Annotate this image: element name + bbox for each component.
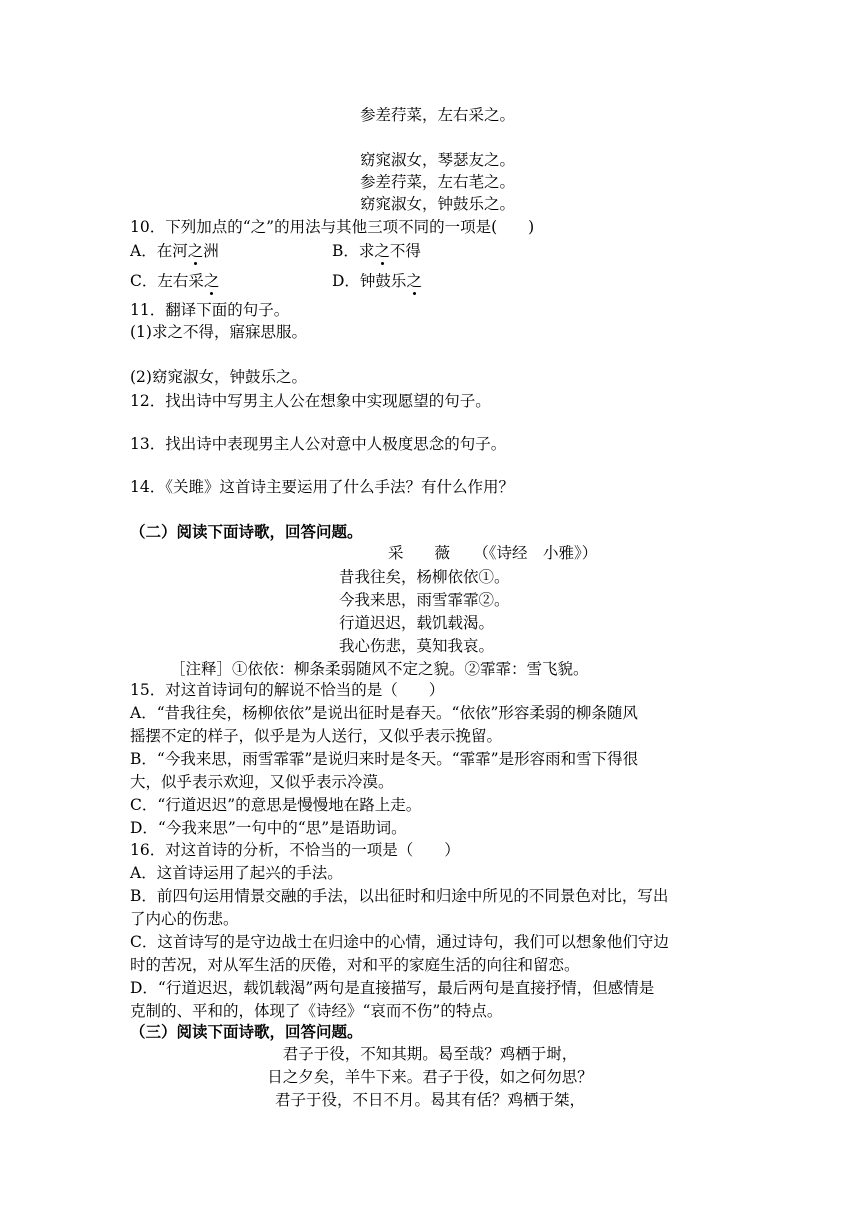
question-16-stem: 16．对这首诗的分析，不恰当的一项是（ ） (130, 841, 460, 859)
question-15-stem: 15．对这首诗词句的解说不恰当的是（ ） (130, 681, 445, 699)
q15-option-d: D．“今我来思”一句中的“思”是语助词。 (130, 819, 407, 837)
q16-option-c: C．这首诗写的是守边战士在归途中的心情，通过诗句，我们可以想象他们守边 (130, 933, 669, 951)
q16-option-d-cont: 克制的、平和的，体现了《诗经》“哀而不伤”的特点。 (130, 1002, 503, 1020)
q15-option-b-cont: 大，似乎表示欢迎，又似乎表示冷漠。 (130, 773, 394, 791)
q16-option-b: B．前四句运用情景交融的手法，以出征时和归途中所见的不同景色对比，写出 (130, 887, 669, 905)
question-13: 13．找出诗中表现男主人公对意中人极度思念的句子。 (130, 435, 507, 453)
poem-line: 今我来思，雨雪霏霏②。 (339, 591, 510, 609)
poem-line: 窈窕淑女，钟鼓乐之。 (360, 195, 516, 213)
section-3-heading: （三）阅读下面诗歌，回答问题。 (130, 1022, 363, 1041)
q10-option-b: B．求之不得 (332, 242, 421, 260)
question-10-stem: 10．下列加点的“之”的用法与其他三项不同的一项是( ) (130, 218, 535, 236)
question-11-stem: 11．翻译下面的句子。 (130, 301, 290, 319)
q15-option-a: A．“昔我往矣，杨柳依依”是说出征时是春天。“依依”形容柔弱的柳条随风 (130, 704, 638, 722)
poem-line: 君子于役，不知其期。曷至哉？鸡栖于埘， (282, 1045, 578, 1063)
poem-line: 我心伤悲，莫知我哀。 (339, 637, 495, 655)
q10-option-c: C．左右采之 (130, 272, 220, 290)
q16-option-c-cont: 时的苦况，对从军生活的厌倦，对和平的家庭生活的向往和留恋。 (130, 956, 580, 974)
emphasis-dot-char: 之 (203, 272, 220, 290)
poem-line: 参差荇菜，左右芼之。 (360, 173, 516, 191)
q10-option-d: D．钟鼓乐之 (332, 272, 422, 290)
q11-sentence-1: (1)求之不得，寤寐思服。 (130, 323, 307, 341)
poem-line: 行道迟迟，载饥载渴。 (339, 614, 495, 632)
q15-option-c: C．“行道迟迟”的意思是慢慢地在路上走。 (130, 796, 422, 814)
q16-option-d: D．“行道迟迟，载饥载渴”两句是直接描写，最后两句是直接抒情，但感情是 (130, 979, 655, 997)
poem-note: ［注释］①依依：柳条柔弱随风不定之貌。②霏霏：雪飞貌。 (170, 660, 589, 678)
poem-line: 参差荇菜，左右采之。 (360, 106, 516, 124)
q16-option-a: A．这首诗运用了起兴的手法。 (130, 864, 343, 882)
q15-option-b: B．“今我来思，雨雪霏霏”是说归来时是冬天。“霏霏”是形容雨和雪下得很 (130, 750, 639, 768)
q11-sentence-2: (2)窈窕淑女，钟鼓乐之。 (130, 368, 307, 386)
q16-option-b-cont: 了内心的伤悲。 (130, 910, 239, 928)
emphasis-dot-char: 之 (374, 242, 390, 260)
emphasis-dot-char: 之 (406, 272, 422, 290)
section-2-heading: （二）阅读下面诗歌，回答问题。 (130, 522, 363, 541)
question-12: 12．找出诗中写男主人公在想象中实现愿望的句子。 (130, 392, 491, 410)
q15-option-a-cont: 摇摆不定的样子，似乎是为人送行，又似乎表示挽留。 (130, 727, 503, 745)
question-14: 14．《关雎》这首诗主要运用了什么手法？有什么作用？ (130, 478, 514, 496)
q10-option-a: A．在河之洲 (130, 242, 219, 260)
emphasis-dot-char: 之 (187, 242, 204, 260)
poem-title: 采 薇 （《诗经 小雅》） (388, 544, 598, 562)
poem-line: 君子于役，不日不月。曷其有佸？鸡栖于桀， (274, 1091, 585, 1109)
poem-line: 昔我往矣，杨柳依依①。 (339, 568, 510, 586)
poem-line: 日之夕矣，羊牛下来。君子于役，如之何勿思？ (267, 1068, 593, 1086)
poem-line: 窈窕淑女，琴瑟友之。 (360, 151, 516, 169)
